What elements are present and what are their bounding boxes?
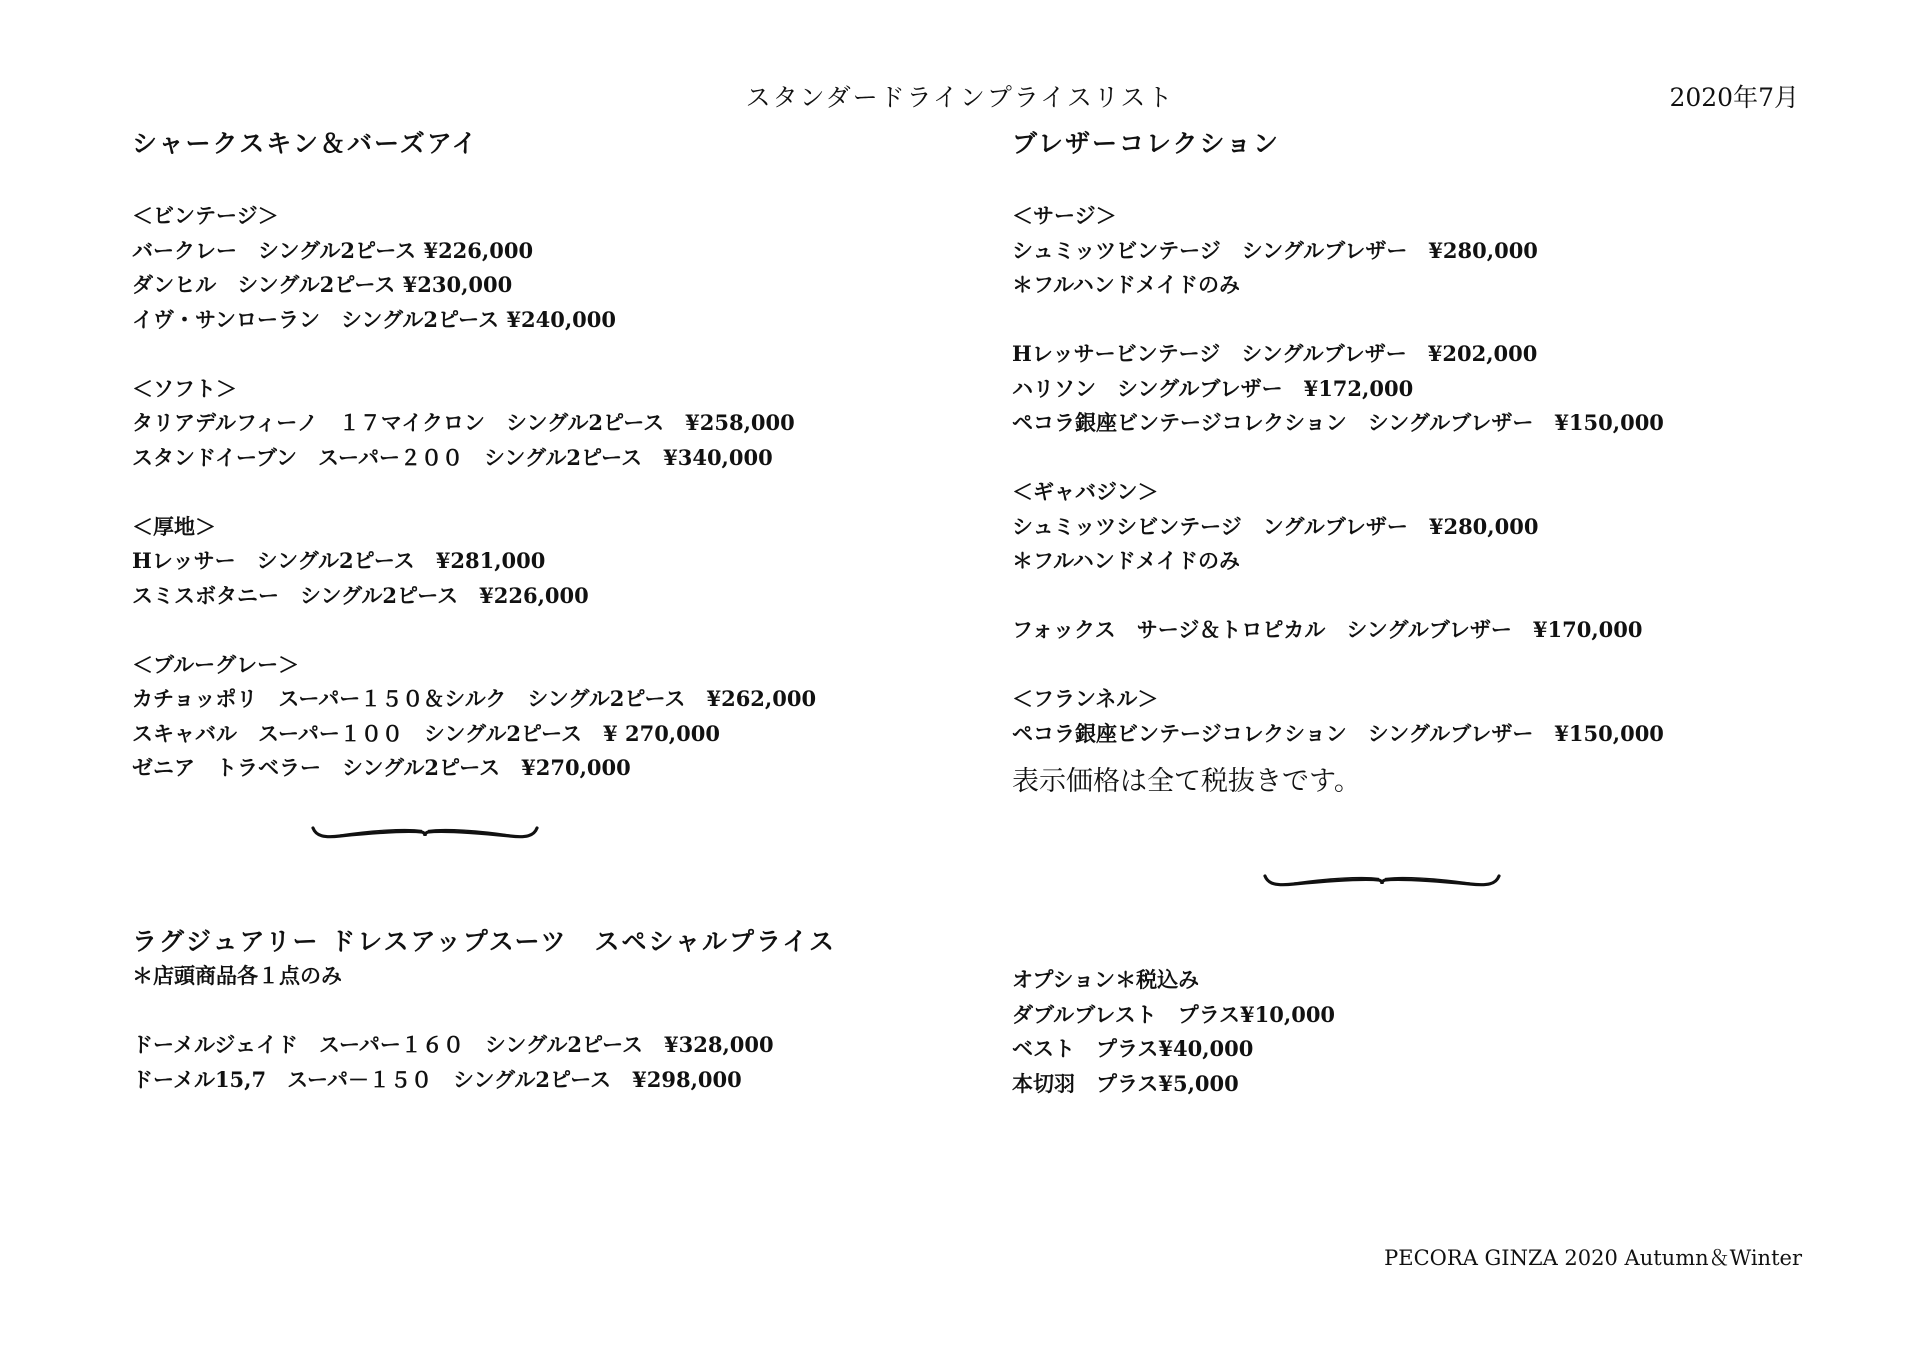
price-item: ペコラ銀座ビンテージコレクション シングルブレザー ¥150,000 (1012, 410, 1664, 435)
luxury-section (132, 925, 1032, 1097)
price-item: ゼニア トラベラー シングル2ピース ¥270,000 (132, 755, 631, 780)
options-title: オプション＊税込み (1012, 967, 1200, 992)
price-item: シュミッツビンテージ シングルブレザー ¥280,000 (1012, 237, 1538, 263)
date-label: 2020年7月 (1669, 83, 1799, 112)
price-item: バークレー シングル2ピース ¥226,000 (132, 237, 534, 263)
flourish-divider-left (310, 818, 540, 846)
tax-note: 表示価格は全て税抜きです。 (1012, 766, 1361, 797)
group-label: ＜ソフト＞ (132, 375, 237, 401)
group-label: ＜ブルーグレー＞ (132, 651, 300, 677)
price-item: カチョッポリ スーパー１５０＆シルク シングル2ピース ¥262,000 (132, 686, 817, 711)
section-heading: シャークスキン＆バーズアイ (132, 129, 479, 158)
note-text: ＊フルハンドメイドのみ (1012, 548, 1241, 573)
price-item: フォックス サージ＆トロピカル シングルブレザー ¥170,000 (1012, 617, 1643, 642)
section-heading: ラグジュアリー ドレスアップスーツ スペシャルプライス (132, 927, 836, 956)
price-item: スキャバル スーパー１００ シングル2ピース ¥ 270,000 (132, 720, 720, 746)
price-item: ドーメル15,7 スーパ－１５０ シングル2ピース ¥298,000 (132, 1066, 742, 1092)
option-item: 本切羽 プラス¥5,000 (1012, 1070, 1239, 1096)
price-item: スミスボタニー シングル2ピース ¥226,000 (132, 582, 589, 608)
price-item: Hレッサービンテージ シングルブレザー ¥202,000 (1012, 341, 1538, 366)
blazer-section (1012, 127, 1832, 807)
sharkskin-section (132, 127, 952, 786)
price-item: ダンヒル シングル2ピース ¥230,000 (132, 272, 513, 297)
footer-brand: PECORA GINZA 2020 Autumn＆Winter (1384, 1246, 1802, 1270)
section-heading: ブレザーコレクション (1012, 129, 1281, 158)
group-label: ＜厚地＞ (132, 513, 216, 539)
group-label: ＜ビンテージ＞ (132, 203, 279, 228)
price-item: シュミッツシビンテージ ングルブレザー ¥280,000 (1012, 513, 1539, 539)
page-title: スタンダードラインプライスリスト (745, 83, 1175, 112)
group-label: ＜サージ＞ (1012, 203, 1117, 228)
price-item: Hレッサー シングル2ピース ¥281,000 (132, 548, 546, 573)
price-item: ハリソン シングルブレザー ¥172,000 (1012, 375, 1414, 401)
price-item: イヴ・サンローラン シングル2ピース ¥240,000 (132, 306, 617, 332)
price-item: スタンドイーブン スーパー２００ シングル2ピース ¥340,000 (132, 444, 773, 470)
price-item: ペコラ銀座ビンテージコレクション シングルブレザー ¥150,000 (1012, 720, 1664, 746)
options-section (1012, 963, 1812, 1101)
note-text: ＊店頭商品各１点のみ (132, 963, 342, 988)
price-item: タリアデルフィーノ １７マイクロン シングル2ピース ¥258,000 (132, 410, 795, 435)
note-text: ＊フルハンドメイドのみ (1012, 272, 1241, 297)
group-label: ＜フランネル＞ (1012, 686, 1159, 711)
option-item: ダブルブレスト プラス¥10,000 (1012, 1001, 1336, 1027)
group-label: ＜ギャバジン＞ (1012, 479, 1159, 504)
flourish-divider-right (1262, 866, 1502, 894)
price-item: ドーメルジェイド スーパー１６０ シングル2ピース ¥328,000 (132, 1032, 774, 1057)
option-item: ベスト プラス¥40,000 (1012, 1036, 1254, 1061)
